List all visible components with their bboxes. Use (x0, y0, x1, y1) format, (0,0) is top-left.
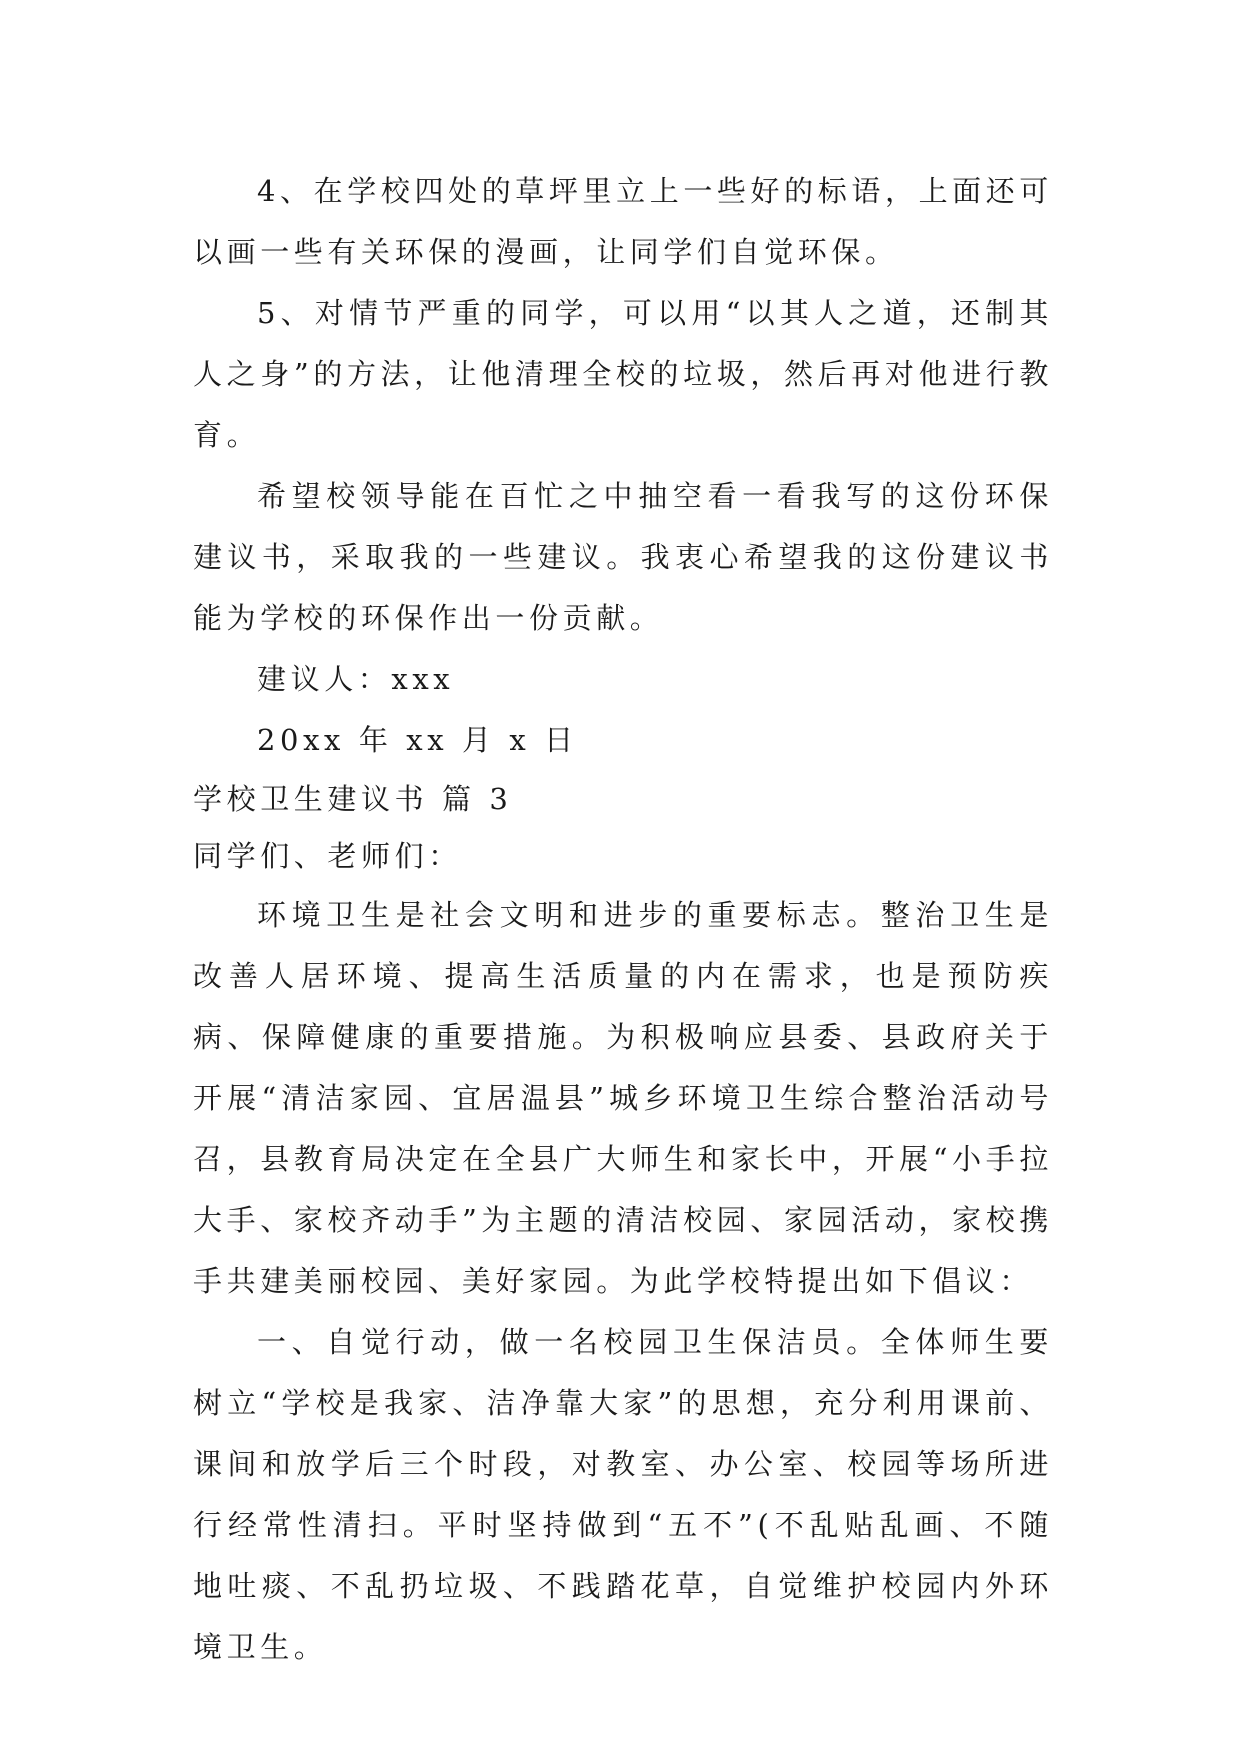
paragraph-intro: 环境卫生是社会文明和进步的重要标志。整治卫生是改善人居环境、提高生活质量的内在需求，也是预防疾病、保障健康的重要措施。为积极响应县委、县政府关于开展“清洁家园、宜居温县”城乡环境卫生综合整治活动号召，县教育局决定在全县广大师生和家长中，开展“小手拉大手、家校齐动手”为主题的清洁校园、家园活动，家校携手共建美丽校园、美好家园。为此学校特提出如下倡议： (193, 898, 1053, 1298)
document-body (193, 161, 1053, 1678)
signer-line: 建议人：xxx (257, 662, 455, 696)
paragraph-item-4: 4、在学校四处的草坪里立上一些好的标语，上面还可以画一些有关环保的漫画，让同学们自觉环保。 (193, 174, 1053, 269)
section-title: 学校卫生建议书 篇 3 (193, 782, 513, 816)
paragraph-hope: 希望校领导能在百忙之中抽空看一看我写的这份环保建议书，采取我的一些建议。我衷心希望我的这份建议书能为学校的环保作出一份贡献。 (193, 479, 1053, 635)
paragraph-item-5: 5、对情节严重的同学，可以用“以其人之道，还制其人之身”的方法，让他清理全校的垃圾，然后再对他进行教育。 (193, 296, 1053, 452)
salutation: 同学们、老师们： (193, 839, 462, 873)
paragraph-item-one: 一、自觉行动，做一名校园卫生保洁员。全体师生要树立“学校是我家、洁净靠大家”的思想，充分利用课前、课间和放学后三个时段，对教室、办公室、校园等场所进行经常性清扫。平时坚持做到“五不”(不乱贴乱画、不随地吐痰、不乱扔垃圾、不践踏花草，自觉维护校园内外环境卫生。 (193, 1325, 1053, 1664)
date-line: 20xx 年 xx 月 x 日 (257, 723, 578, 757)
